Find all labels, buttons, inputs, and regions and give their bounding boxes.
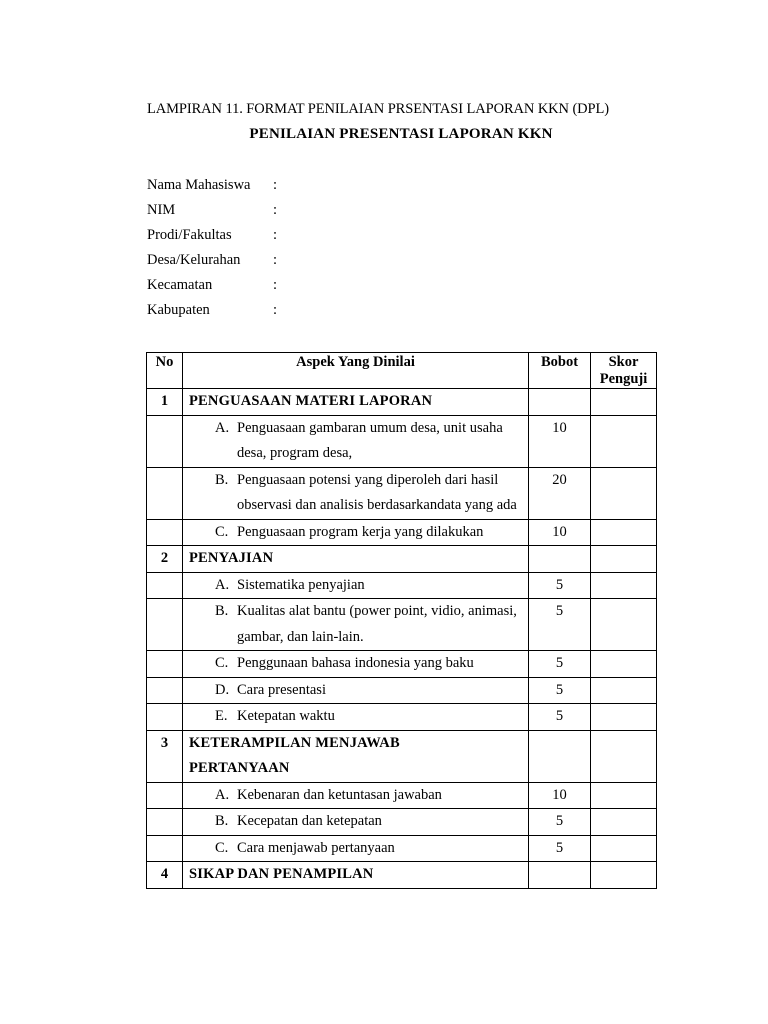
no-cell bbox=[147, 677, 183, 704]
no-cell bbox=[147, 467, 183, 519]
bobot-value: 5 bbox=[529, 572, 591, 599]
item-text: Penguasaan potensi yang diperoleh dari hasil observasi dan analisis berdasarkandata yang ada bbox=[237, 471, 517, 513]
aspect-cell bbox=[183, 572, 529, 599]
aspect-cell bbox=[183, 599, 529, 651]
section-row bbox=[147, 862, 657, 889]
bobot-value: 5 bbox=[529, 651, 591, 678]
item-letter: D. bbox=[215, 681, 230, 698]
bobot-value: 10 bbox=[529, 415, 591, 467]
bobot-value: 5 bbox=[529, 835, 591, 862]
item-letter: C. bbox=[215, 839, 229, 856]
item-text: Penggunaan bahasa indonesia yang baku bbox=[237, 655, 474, 671]
skor-input-cell[interactable] bbox=[591, 704, 657, 731]
item-letter: E. bbox=[215, 708, 228, 724]
no-cell bbox=[147, 415, 183, 467]
document-title: PENILAIAN PRESENTASI LAPORAN KKN bbox=[249, 126, 553, 142]
no-cell bbox=[147, 599, 183, 651]
table-row bbox=[147, 782, 657, 809]
table-row bbox=[147, 572, 657, 599]
skor-input-cell[interactable] bbox=[591, 677, 657, 704]
skor-input-cell[interactable] bbox=[591, 519, 657, 546]
table-row bbox=[147, 519, 657, 546]
no-cell bbox=[147, 809, 183, 836]
item-letter: B. bbox=[215, 813, 229, 829]
skor-input-cell[interactable] bbox=[591, 809, 657, 836]
section-title: SIKAP DAN PENAMPILAN bbox=[183, 862, 529, 889]
item-text: Cara menjawab pertanyaan bbox=[237, 839, 395, 856]
skor-input-cell[interactable] bbox=[591, 862, 657, 889]
identity-label: Desa/Kelurahan bbox=[147, 252, 241, 268]
aspect-cell bbox=[183, 519, 529, 546]
header-aspect: Aspek Yang Dinilai bbox=[183, 353, 529, 389]
section-title: KETERAMPILAN MENJAWAB PERTANYAAN bbox=[183, 730, 529, 782]
no-cell bbox=[147, 519, 183, 546]
item-letter: A. bbox=[215, 419, 230, 436]
bobot-value: 5 bbox=[529, 599, 591, 651]
no-cell bbox=[147, 572, 183, 599]
item-letter: B. bbox=[215, 603, 229, 619]
bobot-value: 5 bbox=[529, 704, 591, 731]
section-title: PENGUASAAN MATERI LAPORAN bbox=[183, 389, 529, 416]
item-letter: A. bbox=[215, 786, 230, 803]
item-letter: A. bbox=[215, 576, 230, 593]
bobot-value: 5 bbox=[529, 677, 591, 704]
no-cell bbox=[147, 835, 183, 862]
skor-input-cell[interactable] bbox=[591, 415, 657, 467]
section-title: PENYAJIAN bbox=[183, 546, 529, 573]
table-row bbox=[147, 467, 657, 519]
bobot-value: 20 bbox=[529, 467, 591, 519]
table-row bbox=[147, 599, 657, 651]
section-number: 2 bbox=[147, 546, 183, 573]
item-text: Ketepatan waktu bbox=[237, 708, 335, 724]
identity-label: Nama Mahasiswa bbox=[147, 177, 251, 193]
table-row bbox=[147, 651, 657, 678]
identity-label: Prodi/Fakultas bbox=[147, 227, 232, 243]
section-row bbox=[147, 389, 657, 416]
aspect-cell bbox=[183, 677, 529, 704]
header-no: No bbox=[147, 353, 183, 389]
identity-colon: : bbox=[273, 302, 278, 318]
identity-label: Kabupaten bbox=[147, 302, 210, 318]
item-letter: B. bbox=[215, 471, 229, 488]
skor-input-cell[interactable] bbox=[591, 782, 657, 809]
aspect-cell bbox=[183, 782, 529, 809]
item-letter: C. bbox=[215, 655, 229, 671]
section-number: 1 bbox=[147, 389, 183, 416]
item-text: Penguasaan gambaran umum desa, unit usaha desa, program desa, bbox=[237, 419, 503, 461]
section-number: 3 bbox=[147, 730, 183, 782]
section-number: 4 bbox=[147, 862, 183, 889]
skor-input-cell[interactable] bbox=[591, 467, 657, 519]
section-row bbox=[147, 730, 657, 782]
item-text: Kebenaran dan ketuntasan jawaban bbox=[237, 786, 442, 803]
item-text: Kecepatan dan ketepatan bbox=[237, 813, 382, 829]
item-text: Kualitas alat bantu (power point, vidio, animasi, gambar, dan lain-lain. bbox=[237, 603, 517, 645]
aspect-cell bbox=[183, 467, 529, 519]
bobot-cell bbox=[529, 389, 591, 416]
skor-input-cell[interactable] bbox=[591, 730, 657, 782]
identity-colon: : bbox=[273, 252, 278, 268]
bobot-cell bbox=[529, 546, 591, 573]
table-row bbox=[147, 415, 657, 467]
skor-input-cell[interactable] bbox=[591, 651, 657, 678]
table-row bbox=[147, 704, 657, 731]
identity-colon: : bbox=[273, 277, 278, 293]
aspect-cell bbox=[183, 651, 529, 678]
identity-colon: : bbox=[273, 202, 278, 218]
skor-input-cell[interactable] bbox=[591, 389, 657, 416]
aspect-cell bbox=[183, 415, 529, 467]
bobot-value: 5 bbox=[529, 809, 591, 836]
bobot-value: 10 bbox=[529, 519, 591, 546]
item-text: Penguasaan program kerja yang dilakukan bbox=[237, 523, 484, 540]
no-cell bbox=[147, 704, 183, 731]
skor-input-cell[interactable] bbox=[591, 835, 657, 862]
section-row bbox=[147, 546, 657, 573]
item-letter: C. bbox=[215, 523, 229, 540]
aspect-cell bbox=[183, 835, 529, 862]
bobot-value: 10 bbox=[529, 782, 591, 809]
no-cell bbox=[147, 782, 183, 809]
header-bobot: Bobot bbox=[529, 353, 591, 389]
identity-label: Kecamatan bbox=[147, 277, 213, 293]
identity-colon: : bbox=[273, 227, 278, 243]
lampiran-heading: LAMPIRAN 11. FORMAT PENILAIAN PRSENTASI LAPORAN KKN (DPL) bbox=[147, 101, 610, 117]
bobot-cell bbox=[529, 862, 591, 889]
item-text: Sistematika penyajian bbox=[237, 576, 365, 593]
aspect-cell bbox=[183, 809, 529, 836]
skor-input-cell[interactable] bbox=[591, 546, 657, 573]
no-cell bbox=[147, 651, 183, 678]
skor-input-cell[interactable] bbox=[591, 572, 657, 599]
header-skor: Skor Penguji bbox=[591, 353, 657, 389]
identity-colon: : bbox=[273, 177, 278, 193]
bobot-cell bbox=[529, 730, 591, 782]
table-row bbox=[147, 809, 657, 836]
table-row bbox=[147, 677, 657, 704]
skor-input-cell[interactable] bbox=[591, 599, 657, 651]
item-text: Cara presentasi bbox=[237, 681, 326, 698]
aspect-cell bbox=[183, 704, 529, 731]
grading-table bbox=[146, 352, 657, 889]
identity-label: NIM bbox=[147, 202, 176, 218]
table-header-row bbox=[147, 353, 657, 389]
table-row bbox=[147, 835, 657, 862]
